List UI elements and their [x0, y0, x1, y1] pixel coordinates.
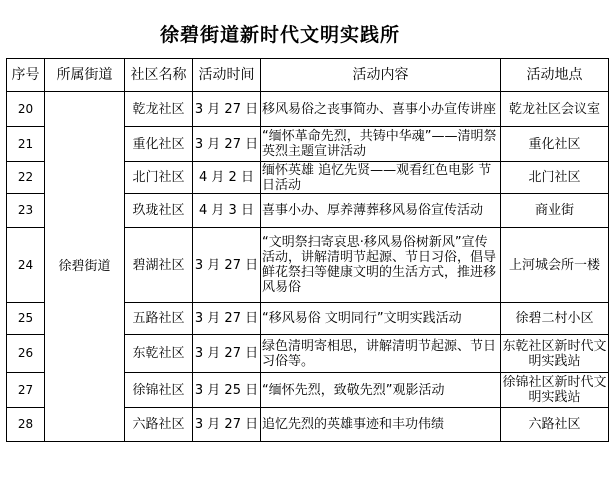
community-name: 碧湖社区 — [125, 228, 193, 303]
page-title: 徐碧街道新时代文明实践所 — [159, 24, 400, 46]
row-number: 22 — [7, 162, 45, 194]
street-name: 徐碧街道 — [45, 92, 125, 442]
activity-location: 重化社区 — [501, 127, 609, 162]
community-name: 东乾社区 — [125, 335, 193, 373]
activity-date: 3 月 27 日 — [193, 335, 261, 373]
row-number: 20 — [7, 92, 45, 127]
community-name: 重化社区 — [125, 127, 193, 162]
community-name: 徐锦社区 — [125, 373, 193, 408]
activity-location: 北门社区 — [501, 162, 609, 194]
row-number: 23 — [7, 194, 45, 228]
activity-content: 缅怀英雄 追忆先贤——观看红色电影 节日活动 — [261, 162, 501, 194]
row-number: 25 — [7, 303, 45, 335]
activity-content: “缅怀革命先烈，共铸中华魂”——清明祭英烈主题宣讲活动 — [261, 127, 501, 162]
community-name: 五路社区 — [125, 303, 193, 335]
community-name: 六路社区 — [125, 408, 193, 442]
activity-date: 3 月 27 日 — [193, 303, 261, 335]
header-date: 活动时间 — [193, 59, 261, 92]
activity-content: 绿色清明寄相思，讲解清明节起源、节日习俗等。 — [261, 335, 501, 373]
activity-date: 4 月 3 日 — [193, 194, 261, 228]
activity-date: 3 月 27 日 — [193, 228, 261, 303]
activity-location: 上河城会所一楼 — [501, 228, 609, 303]
community-name: 玖珑社区 — [125, 194, 193, 228]
activity-location: 乾龙社区会议室 — [501, 92, 609, 127]
activity-date: 3 月 27 日 — [193, 92, 261, 127]
row-number: 27 — [7, 373, 45, 408]
activity-content: 喜事小办、厚养薄葬移风易俗宣传活动 — [261, 194, 501, 228]
table-row — [7, 92, 609, 127]
activity-content: “缅怀先烈，致敬先烈”观影活动 — [261, 373, 501, 408]
activity-content: “文明祭扫寄哀思·移风易俗树新风”宣传活动，讲解清明节起源、节日习俗，倡导鲜花祭扫等健康文明的生活方式，推进移风易俗 — [261, 228, 501, 303]
activity-date: 3 月 25 日 — [193, 373, 261, 408]
activity-location: 徐碧二村小区 — [501, 303, 609, 335]
activity-location: 东乾社区新时代文明实践站 — [501, 335, 609, 373]
activity-location: 徐锦社区新时代文明实践站 — [501, 373, 609, 408]
row-number: 21 — [7, 127, 45, 162]
activity-location: 商业街 — [501, 194, 609, 228]
row-number: 26 — [7, 335, 45, 373]
row-number: 24 — [7, 228, 45, 303]
activity-date: 3 月 27 日 — [193, 408, 261, 442]
community-name: 北门社区 — [125, 162, 193, 194]
activity-date: 3 月 27 日 — [193, 127, 261, 162]
activity-table — [6, 58, 609, 442]
header-content: 活动内容 — [261, 59, 501, 92]
activity-content: 追忆先烈的英雄事迹和丰功伟绩 — [261, 408, 501, 442]
activity-content: 移风易俗之丧事简办、喜事小办宣传讲座 — [261, 92, 501, 127]
row-number: 28 — [7, 408, 45, 442]
header-location: 活动地点 — [501, 59, 609, 92]
header-no: 序号 — [7, 59, 45, 92]
activity-date: 4 月 2 日 — [193, 162, 261, 194]
header-row — [7, 59, 609, 92]
header-community: 社区名称 — [125, 59, 193, 92]
activity-location: 六路社区 — [501, 408, 609, 442]
header-street: 所属街道 — [45, 59, 125, 92]
community-name: 乾龙社区 — [125, 92, 193, 127]
activity-content: “移风易俗 文明同行”文明实践活动 — [261, 303, 501, 335]
